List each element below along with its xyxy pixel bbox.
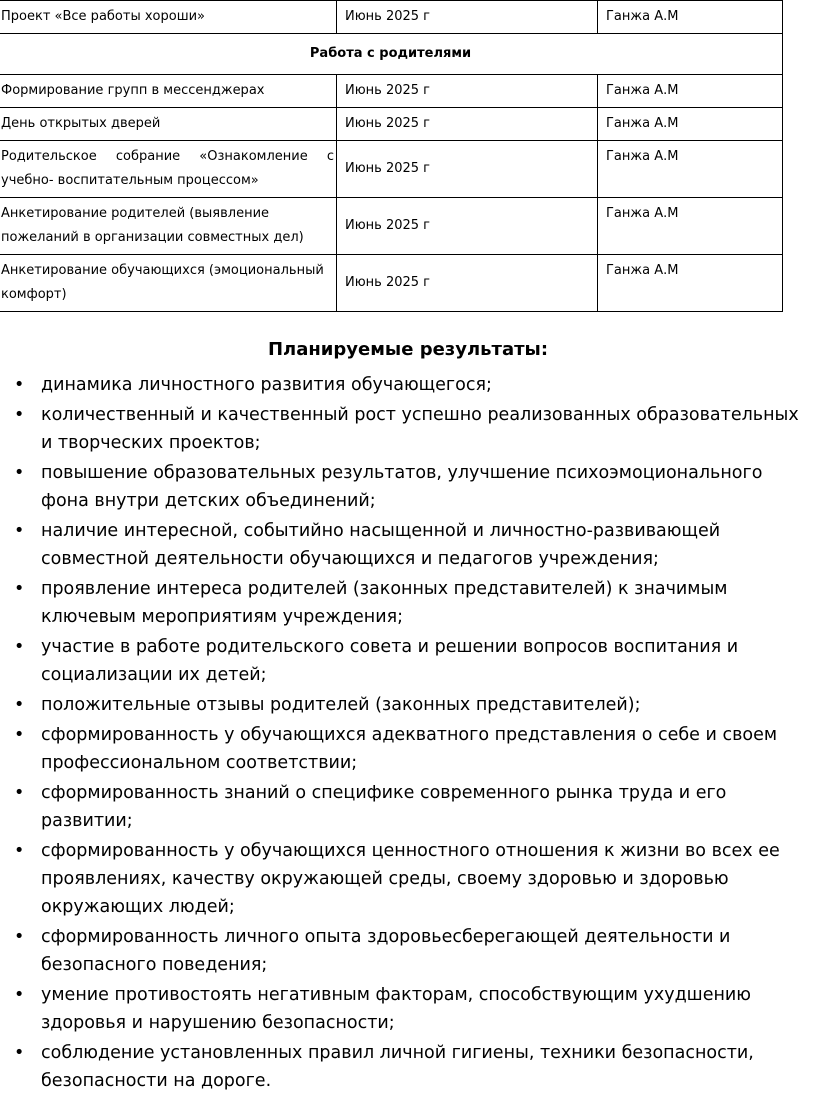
responsible-cell: Ганжа А.М — [598, 255, 783, 312]
section-heading: Работа с родителями — [0, 34, 783, 75]
date-cell: Июнь 2025 г — [337, 108, 598, 141]
bullet-icon: • — [14, 985, 25, 1005]
list-item-text: повышение образовательных результатов, улучшение психоэмоционального фона внутри детских объединений; — [41, 463, 763, 511]
date-cell: Июнь 2025 г — [337, 255, 598, 312]
responsible-cell: Ганжа А.М — [598, 198, 783, 255]
list-item-text: наличие интересной, событийно насыщенной и личностно-развивающей совместной деятельности обучающихся и педагогов учреждения; — [41, 521, 721, 569]
table-row — [0, 198, 783, 255]
list-item-text: сформированность у обучающихся адекватного представления о себе и своем профессиональном соответствии; — [41, 725, 778, 773]
bullet-icon: • — [14, 725, 25, 745]
list-item — [0, 691, 800, 719]
list-item — [0, 633, 800, 689]
table-row — [0, 75, 783, 108]
event-cell: Родительское собрание «Ознакомление с учебно- воспитательным процессом» — [0, 141, 337, 198]
bullet-icon: • — [14, 695, 25, 715]
table-row — [0, 1, 783, 34]
bullet-icon: • — [14, 1043, 25, 1063]
table-row — [0, 255, 783, 312]
bullet-icon: • — [14, 927, 25, 947]
date-cell: Июнь 2025 г — [337, 1, 598, 34]
bullet-icon: • — [14, 783, 25, 803]
list-item-text: проявление интереса родителей (законных представителей) к значимым ключевым мероприятиям учреждения; — [41, 579, 728, 627]
results-list — [0, 371, 800, 1097]
responsible-cell: Ганжа А.М — [598, 75, 783, 108]
list-item-text: количественный и качественный рост успешно реализованных образовательных и творческих проектов; — [41, 405, 799, 453]
table-row — [0, 141, 783, 198]
list-item — [0, 721, 800, 777]
responsible-cell: Ганжа А.М — [598, 1, 783, 34]
list-item — [0, 923, 800, 979]
responsible-cell: Ганжа А.М — [598, 108, 783, 141]
list-item-text: участие в работе родительского совета и решении вопросов воспитания и социализации их детей; — [41, 637, 739, 685]
list-item — [0, 1039, 800, 1095]
date-cell: Июнь 2025 г — [337, 198, 598, 255]
event-cell: Проект «Все работы хороши» — [0, 1, 337, 34]
bullet-icon: • — [14, 405, 25, 425]
list-item — [0, 779, 800, 835]
bullet-icon: • — [14, 637, 25, 657]
list-item — [0, 517, 800, 573]
bullet-icon: • — [14, 521, 25, 541]
list-item-text: сформированность у обучающихся ценностного отношения к жизни во всех ее проявлениях, качеству окружающей среды, своему здоровью и здоровью окружающих людей; — [41, 841, 780, 917]
events-table — [0, 0, 783, 312]
list-item — [0, 575, 800, 631]
list-item-text: соблюдение установленных правил личной гигиены, техники безопасности, безопасности на дороге. — [41, 1043, 754, 1091]
table-row — [0, 108, 783, 141]
list-item — [0, 981, 800, 1037]
list-item — [0, 401, 800, 457]
list-item-text: положительные отзывы родителей (законных представителей); — [41, 695, 641, 715]
list-item-text: сформированность знаний о специфике современного рынка труда и его развитии; — [41, 783, 727, 831]
event-cell: Формирование групп в мессенджерах — [0, 75, 337, 108]
list-item — [0, 371, 800, 399]
list-item-text: сформированность личного опыта здоровьесберегающей деятельности и безопасного поведения; — [41, 927, 731, 975]
bullet-icon: • — [14, 463, 25, 483]
list-item-text: динамика личностного развития обучающегося; — [41, 375, 492, 395]
bullet-icon: • — [14, 841, 25, 861]
bullet-icon: • — [14, 375, 25, 395]
date-cell: Июнь 2025 г — [337, 141, 598, 198]
list-item — [0, 837, 800, 921]
event-cell: Анкетирование обучающихся (эмоциональный комфорт) — [0, 255, 337, 312]
date-cell: Июнь 2025 г — [337, 75, 598, 108]
section-row — [0, 34, 783, 75]
results-title: Планируемые результаты: — [267, 339, 549, 360]
responsible-cell: Ганжа А.М — [598, 141, 783, 198]
event-cell: День открытых дверей — [0, 108, 337, 141]
event-cell: Анкетирование родителей (выявление пожеланий в организации совместных дел) — [0, 198, 337, 255]
list-item-text: умение противостоять негативным факторам, способствующим ухудшению здоровья и нарушению безопасности; — [41, 985, 752, 1033]
list-item — [0, 459, 800, 515]
bullet-icon: • — [14, 579, 25, 599]
